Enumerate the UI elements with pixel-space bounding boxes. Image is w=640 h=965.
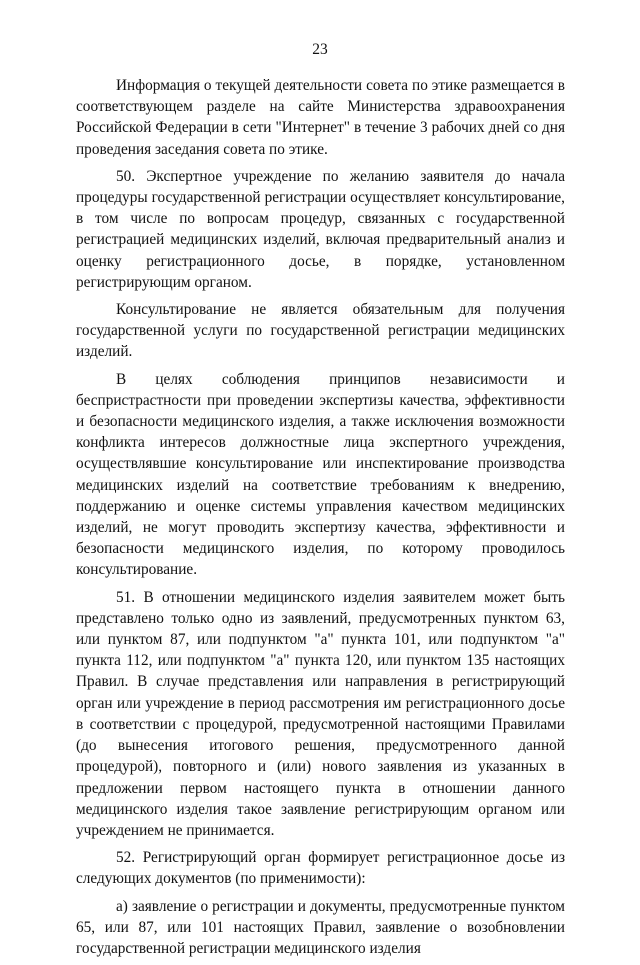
paragraph-consulting-optional: Консультирование не является обязательным для получения государственной услуги по государственной регистрации медицинских изделий.	[76, 301, 565, 361]
paragraph-ethics-council-info: Информация о текущей деятельности совета по этике размещается в соответствующем разделе на сайте Министерства здравоохранения Российской Федерации в сети "Интернет" в течение 3 рабочих дней со дня проведения заседания совета по этике.	[76, 77, 565, 158]
paragraph-clause-52: 52. Регистрирующий орган формирует регистрационное досье из следующих документов (по применимости):	[76, 849, 565, 888]
paragraph-clause-50: 50. Экспертное учреждение по желанию заявителя до начала процедуры государственной регистрации осуществляет консультирование, в том числе по вопросам процедур, связанных с государственной регистрацией медицинских изделий, включая предварительный анализ и оценку регистрационного досье, в порядке, установленном регистрирующим органом.	[76, 167, 565, 291]
paragraph-clause-51: 51. В отношении медицинского изделия заявителем может быть представлено только одно из заявлений, предусмотренных пунктом 63, или пунктом 87, или подпунктом "а" пункта 101, или подпунктом "а" пункта 112, или подпунктом "а" пункта 120, или пунктом 135 настоящих Правил. В случае представления или направления в регистрирующий орган или учреждение в период рассмотрения им регистрационного досье в соответствии с процедурой, предусмотренной настоящими Правилами (до вынесения итогового решения, предусмотренного данной процедурой), повторного и (или) нового заявления из указанных в предложении первом настоящего пункта в отношении данного медицинского изделия такое заявление регистрирующим органом или учреждением не принимается.	[76, 588, 565, 839]
paragraph-independence: В целях соблюдения принципов независимости и беспристрастности при проведении экспертизы качества, эффективности и безопасности медицинского изделия, а также исключения возможности конфликта интересов должностные лица экспертного учреждения, осуществлявшие консультирование или инспектирование производства медицинских изделий на соответствие требованиям к внедрению, поддержанию и оценке системы управления качеством медицинских изделий, не могут проводить экспертизу качества, эффективности и безопасности медицинского изделия, по которому проводилось консультирование.	[76, 370, 565, 579]
paragraph-clause-52-a: а) заявление о регистрации и документы, предусмотренные пунктом 65, или 87, или 101 настоящих Правил, заявление о возобновлении государственной регистрации медицинского изделия	[76, 897, 565, 957]
document-body	[76, 75, 565, 965]
page-number: 23	[312, 41, 328, 58]
